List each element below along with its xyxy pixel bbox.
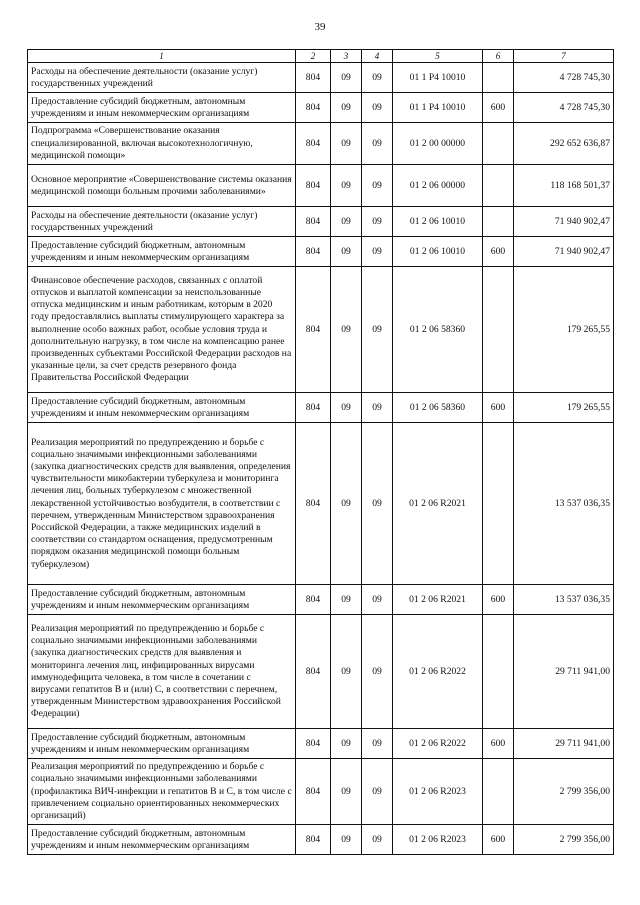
row-subsection-cell: 09 xyxy=(362,585,393,615)
row-name-cell: Основное мероприятие «Совершенствование системы оказания медицинской помощи больным прочими заболеваниями» xyxy=(28,165,296,207)
row-section-cell: 09 xyxy=(331,729,362,759)
table-row xyxy=(28,423,614,585)
row-name-cell: Предоставление субсидий бюджетным, автономным учреждениям и иным некоммерческим организациям xyxy=(28,237,296,267)
row-section-cell: 09 xyxy=(331,237,362,267)
row-subsection-cell: 09 xyxy=(362,165,393,207)
row-section-cell: 09 xyxy=(331,63,362,93)
header-cell: 7 xyxy=(514,50,614,63)
header-cell: 6 xyxy=(483,50,514,63)
row-name-cell: Предоставление субсидий бюджетным, автономным учреждениям и иным некоммерческим организациям xyxy=(28,585,296,615)
table-row xyxy=(28,123,614,165)
row-subsection-cell: 09 xyxy=(362,207,393,237)
row-expense-type-cell: 600 xyxy=(483,237,514,267)
row-name-cell: Расходы на обеспечение деятельности (оказание услуг) государственных учреждений xyxy=(28,63,296,93)
row-amount-cell: 71 940 902,47 xyxy=(514,207,614,237)
row-expense-type-cell xyxy=(483,267,514,393)
row-admin-code-cell: 804 xyxy=(296,123,331,165)
row-expense-type-cell: 600 xyxy=(483,393,514,423)
row-expense-type-cell: 600 xyxy=(483,825,514,855)
row-amount-cell: 4 728 745,30 xyxy=(514,63,614,93)
row-section-cell: 09 xyxy=(331,93,362,123)
row-name-cell: Финансовое обеспечение расходов, связанных с оплатой отпусков и выплатой компенсации за неиспользованные отпуска медицинским и иным работникам, которым в 2020 году предоставлялись выплаты стимулирующего характера за выполнение особо важных работ, особые условия труда и дополнительную нагрузку, в том числе на компенсацию ранее произведенных субъектами Российской Федерации расходов на указанные цели, за счет средств резервного фонда Правительства Российской Федерации xyxy=(28,267,296,393)
row-subsection-cell: 09 xyxy=(362,63,393,93)
table-row xyxy=(28,615,614,729)
row-section-cell: 09 xyxy=(331,585,362,615)
row-target-code-cell: 01 2 06 58360 xyxy=(393,393,483,423)
row-expense-type-cell xyxy=(483,207,514,237)
row-admin-code-cell: 804 xyxy=(296,63,331,93)
row-target-code-cell: 01 1 Р4 10010 xyxy=(393,93,483,123)
row-section-cell: 09 xyxy=(331,165,362,207)
row-expense-type-cell: 600 xyxy=(483,93,514,123)
table-row xyxy=(28,63,614,93)
table-row xyxy=(28,207,614,237)
row-admin-code-cell: 804 xyxy=(296,207,331,237)
row-expense-type-cell: 600 xyxy=(483,585,514,615)
row-amount-cell: 2 799 356,00 xyxy=(514,825,614,855)
row-admin-code-cell: 804 xyxy=(296,237,331,267)
row-target-code-cell: 01 2 06 R2022 xyxy=(393,615,483,729)
row-expense-type-cell xyxy=(483,759,514,825)
row-name-cell: Предоставление субсидий бюджетным, автономным учреждениям и иным некоммерческим организациям xyxy=(28,729,296,759)
row-subsection-cell: 09 xyxy=(362,423,393,585)
row-target-code-cell: 01 2 06 R2023 xyxy=(393,825,483,855)
table-row xyxy=(28,237,614,267)
row-name-cell: Предоставление субсидий бюджетным, автономным учреждениям и иным некоммерческим организациям xyxy=(28,825,296,855)
row-amount-cell: 179 265,55 xyxy=(514,267,614,393)
row-expense-type-cell xyxy=(483,423,514,585)
row-section-cell: 09 xyxy=(331,393,362,423)
row-admin-code-cell: 804 xyxy=(296,93,331,123)
page-number: 39 xyxy=(314,21,326,33)
row-name-cell: Реализация мероприятий по предупреждению и борьбе с социально значимыми инфекционными заболеваниями (профилактика ВИЧ-инфекции и гепатитов В и С, в том числе с привлечением социально ориентированных некоммерческих организаций) xyxy=(28,759,296,825)
row-subsection-cell: 09 xyxy=(362,825,393,855)
row-name-cell: Предоставление субсидий бюджетным, автономным учреждениям и иным некоммерческим организациям xyxy=(28,93,296,123)
row-amount-cell: 118 168 501,37 xyxy=(514,165,614,207)
row-subsection-cell: 09 xyxy=(362,729,393,759)
row-admin-code-cell: 804 xyxy=(296,825,331,855)
table-row xyxy=(28,165,614,207)
row-target-code-cell: 01 1 Р4 10010 xyxy=(393,63,483,93)
row-amount-cell: 29 711 941,00 xyxy=(514,615,614,729)
row-target-code-cell: 01 2 06 R2021 xyxy=(393,423,483,585)
row-subsection-cell: 09 xyxy=(362,267,393,393)
table-row xyxy=(28,759,614,825)
budget-table xyxy=(27,49,614,855)
table-row xyxy=(28,267,614,393)
row-section-cell: 09 xyxy=(331,267,362,393)
row-amount-cell: 13 537 036,35 xyxy=(514,585,614,615)
row-section-cell: 09 xyxy=(331,123,362,165)
row-amount-cell: 292 652 636,87 xyxy=(514,123,614,165)
row-amount-cell: 179 265,55 xyxy=(514,393,614,423)
header-cell: 1 xyxy=(28,50,296,63)
row-admin-code-cell: 804 xyxy=(296,729,331,759)
row-amount-cell: 29 711 941,00 xyxy=(514,729,614,759)
row-amount-cell: 71 940 902,47 xyxy=(514,237,614,267)
row-target-code-cell: 01 2 06 58360 xyxy=(393,267,483,393)
row-expense-type-cell xyxy=(483,165,514,207)
row-admin-code-cell: 804 xyxy=(296,423,331,585)
row-name-cell: Реализация мероприятий по предупреждению и борьбе с социально значимыми инфекционными заболеваниями (закупка диагностических средств для выявления и мониторинга лечения лиц, инфицированных вирусами иммунодефицита человека, в том числе в сочетании с вирусами гепатитов В и (или) С, в соответствии с перечнем, утвержденным Министерством здравоохранения Российской Федерации) xyxy=(28,615,296,729)
row-target-code-cell: 01 2 06 R2023 xyxy=(393,759,483,825)
row-expense-type-cell xyxy=(483,615,514,729)
row-admin-code-cell: 804 xyxy=(296,759,331,825)
row-target-code-cell: 01 2 00 00000 xyxy=(393,123,483,165)
row-subsection-cell: 09 xyxy=(362,615,393,729)
row-section-cell: 09 xyxy=(331,615,362,729)
row-section-cell: 09 xyxy=(331,759,362,825)
row-expense-type-cell: 600 xyxy=(483,729,514,759)
row-name-cell: Подпрограмма «Совершенствование оказания специализированной, включая высокотехнологичную, медицинской помощи» xyxy=(28,123,296,165)
row-amount-cell: 13 537 036,35 xyxy=(514,423,614,585)
row-amount-cell: 2 799 356,00 xyxy=(514,759,614,825)
row-admin-code-cell: 804 xyxy=(296,165,331,207)
table-row xyxy=(28,825,614,855)
row-subsection-cell: 09 xyxy=(362,123,393,165)
row-admin-code-cell: 804 xyxy=(296,393,331,423)
row-target-code-cell: 01 2 06 R2022 xyxy=(393,729,483,759)
header-row xyxy=(28,50,614,63)
row-admin-code-cell: 804 xyxy=(296,615,331,729)
row-subsection-cell: 09 xyxy=(362,237,393,267)
row-subsection-cell: 09 xyxy=(362,393,393,423)
table-row xyxy=(28,93,614,123)
row-subsection-cell: 09 xyxy=(362,759,393,825)
table-row xyxy=(28,729,614,759)
header-cell: 3 xyxy=(331,50,362,63)
header-cell: 4 xyxy=(362,50,393,63)
row-expense-type-cell xyxy=(483,123,514,165)
table-row xyxy=(28,585,614,615)
row-name-cell: Расходы на обеспечение деятельности (оказание услуг) государственных учреждений xyxy=(28,207,296,237)
header-cell: 5 xyxy=(393,50,483,63)
row-section-cell: 09 xyxy=(331,825,362,855)
row-target-code-cell: 01 2 06 00000 xyxy=(393,165,483,207)
row-name-cell: Реализация мероприятий по предупреждению и борьбе с социально значимыми инфекционными заболеваниями (закупка диагностических средств для выявления, определения чувствительности микобактерии туберкулеза и мониторинга лечения лиц, больных туберкулезом с множественной лекарственной устойчивостью возбудителя, в соответствии с перечнем, утвержденным Министерством здравоохранения Российской Федерации, а также медицинских изделий в соответствии со стандартом оснащения, предусмотренным порядком оказания медицинской помощи больным туберкулезом) xyxy=(28,423,296,585)
row-admin-code-cell: 804 xyxy=(296,585,331,615)
row-target-code-cell: 01 2 06 10010 xyxy=(393,237,483,267)
row-section-cell: 09 xyxy=(331,423,362,585)
row-name-cell: Предоставление субсидий бюджетным, автономным учреждениям и иным некоммерческим организациям xyxy=(28,393,296,423)
row-amount-cell: 4 728 745,30 xyxy=(514,93,614,123)
table-row xyxy=(28,393,614,423)
row-section-cell: 09 xyxy=(331,207,362,237)
row-target-code-cell: 01 2 06 10010 xyxy=(393,207,483,237)
header-cell: 2 xyxy=(296,50,331,63)
row-admin-code-cell: 804 xyxy=(296,267,331,393)
row-subsection-cell: 09 xyxy=(362,93,393,123)
row-target-code-cell: 01 2 06 R2021 xyxy=(393,585,483,615)
row-expense-type-cell xyxy=(483,63,514,93)
